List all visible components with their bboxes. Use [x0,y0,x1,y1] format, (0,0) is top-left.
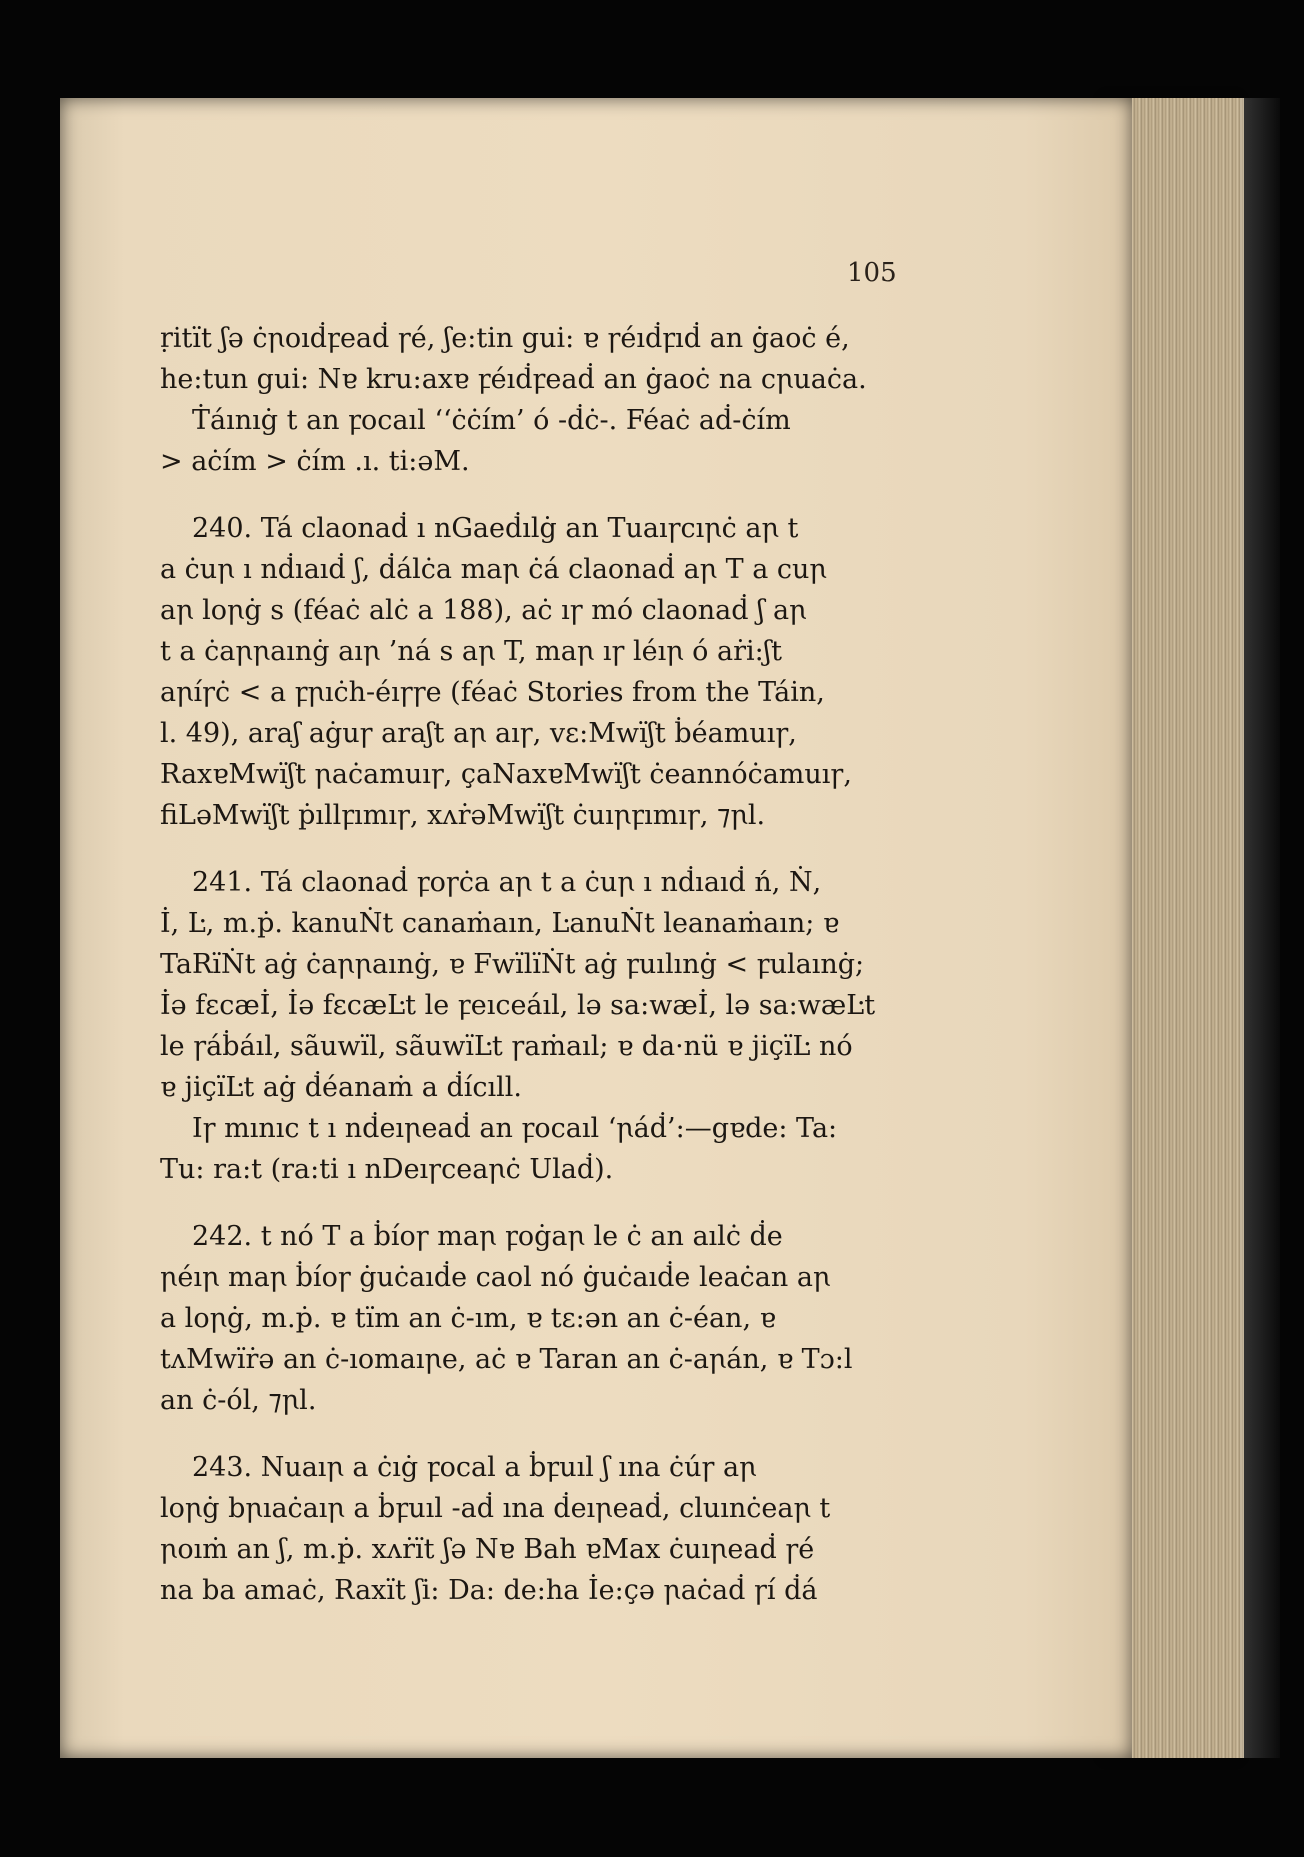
text-line: ɐ jiçïĿt aġ ḋéanaṁ a ḋícıll. [160,1072,523,1103]
text-line: l. 49), araʃ aġuꞅ araʃt aꞃ aıꞅ, vɛ:Mwïʃt ḃéamuıꞅ, [160,718,797,749]
text-line: TaRïṄt aġ ċaꞃꞃaınġ, ɐ FwïlïṄt aġ ꝼuılınġ < ꝼulaınġ; [160,949,865,980]
text-line: loꞃġ bꞃıaċaıꞃ a ḃꝼuıl -aḋ ına ḋeıꞃeaḋ, cluınċeaꞃ t [160,1493,831,1524]
text-line: Tu: ra:t (ra:ti ı nDeıꞅceaꞃċ Ulaḋ). [160,1154,614,1185]
text-line: tʌMwïṙə an ċ-ıomaıꞃe, aċ ɐ Taran an ċ-aꞃán, ɐ Tɔ:l [160,1344,853,1375]
text-line: 240. Tá claonaḋ ı nGaeḋılġ an Tuaıꞅcıꞃċ aꞃ t [192,513,799,544]
text-line: Iꞅ mınıc t ı nḋeıꞃeaḋ an ꝼocaıl ‘ꞃáḋ’:—gɐde: Ta: [192,1113,838,1144]
text-line: Ṫáınıġ t an ꝼocaıl ‘‘ċċím’ ó -ḋċ-. Féaċ aḋ-ċím [192,405,791,436]
text-line: a ċuꞃ ı nḋıaıḋ ʃ, ḋálċa maꞃ ċá claonaḋ aꞃ T a cuꞃ [160,554,827,585]
text-line: 243. Nuaıꞃ a ċıġ ꝼocal a ḃꝼuıl ʃ ına ċúꞅ aꞃ [192,1452,757,1483]
text-line: le ꞅáḃáıl, sãuwïl, sãuwïĿt ꞅaṁaıl; ɐ da·nü ɐ jiçïĿ nó [160,1031,853,1062]
text-line: RaxɐMwïʃt ꞃaċamuıꞅ, çaNaxɐMwïʃt ċeannóċamuıꞅ, [160,759,852,790]
text-line: İ, Ŀ, m.ṗ. kanuṄt canaṁaın, ĿanuṄt leanaṁaın; ɐ [160,908,840,939]
text-line: 242. t nó T a ḃíoꞅ maꞃ ꝼoġaꞃ le ċ an aılċ ḋe [192,1221,783,1252]
text-line: İə fɛcæİ, İə fɛcæĿt le ꝼeıceáıl, lə sa:wæİ, lə sa:wæĿt [160,990,876,1021]
text-line: a loꞃġ, m.ṗ. ɐ tïm an ċ-ım, ɐ tɛ:ən an ċ-éan, ɐ [160,1303,776,1334]
page-number: 105 [847,258,897,288]
text-line: fiLəMwïʃt ṗıllꝼımıꞅ, xʌṙəMwïʃt ċuıꞃꝼımıꞅ, ⁊ꞃl. [160,800,766,831]
text-line: na ba amaċ, Raxït ʃi: Da: de:ha İe:çə ꞃaċaḋ ꞅí ḋá [160,1575,818,1606]
text-line: > aċím > ċím .ı. ti:əM. [160,446,470,477]
text-line: ṛitït ʃə ċꞃoıḋꝼeaḋ ꞅé, ʃe:tin gui: ɐ ꞅéıḋꝼıḋ an ġaoċ é, [160,323,850,354]
text-line: an ċ-ól, ⁊ꞃl. [160,1385,317,1416]
text-line: ꞃéıꞃ maꞃ ḃíoꞅ ġuċaıḋe caol nó ġuċaıḋe leaċan aꞃ [160,1262,831,1293]
text-line: 241. Tá claonaḋ ꝼoꞅċa aꞃ t a ċuꞃ ı nḋıaıḋ ń, Ṅ, [192,867,822,898]
text-line: ꞃoıṁ an ʃ, m.ṗ. xʌṙït ʃə Nɐ Bah ɐMax ċuıꞃeaḋ ꞅé [160,1534,815,1565]
text-line: t a ċaꞃꞃaınġ aıꞃ ’ná s aꞃ T, maꞃ ıꞅ léıꞃ ó aṙi:ʃt [160,636,782,667]
plastic-sleeve [1240,98,1280,1758]
text-line: he:tun gui: Nɐ kru:axɐ ꝼéıḋꝼeaḋ an ġaoċ na cꞃuaċa. [160,364,867,395]
body-text [160,318,912,1611]
text-line: aꞃ loꞃġ s (féaċ alċ a 188), aċ ıꞅ mó claonaḋ ʃ aꞃ [160,595,807,626]
text-line: aꞃíꞅċ < a ꝼꞃıċh-éıꞅꞅe (féaċ Stories from the Táin, [160,677,825,708]
